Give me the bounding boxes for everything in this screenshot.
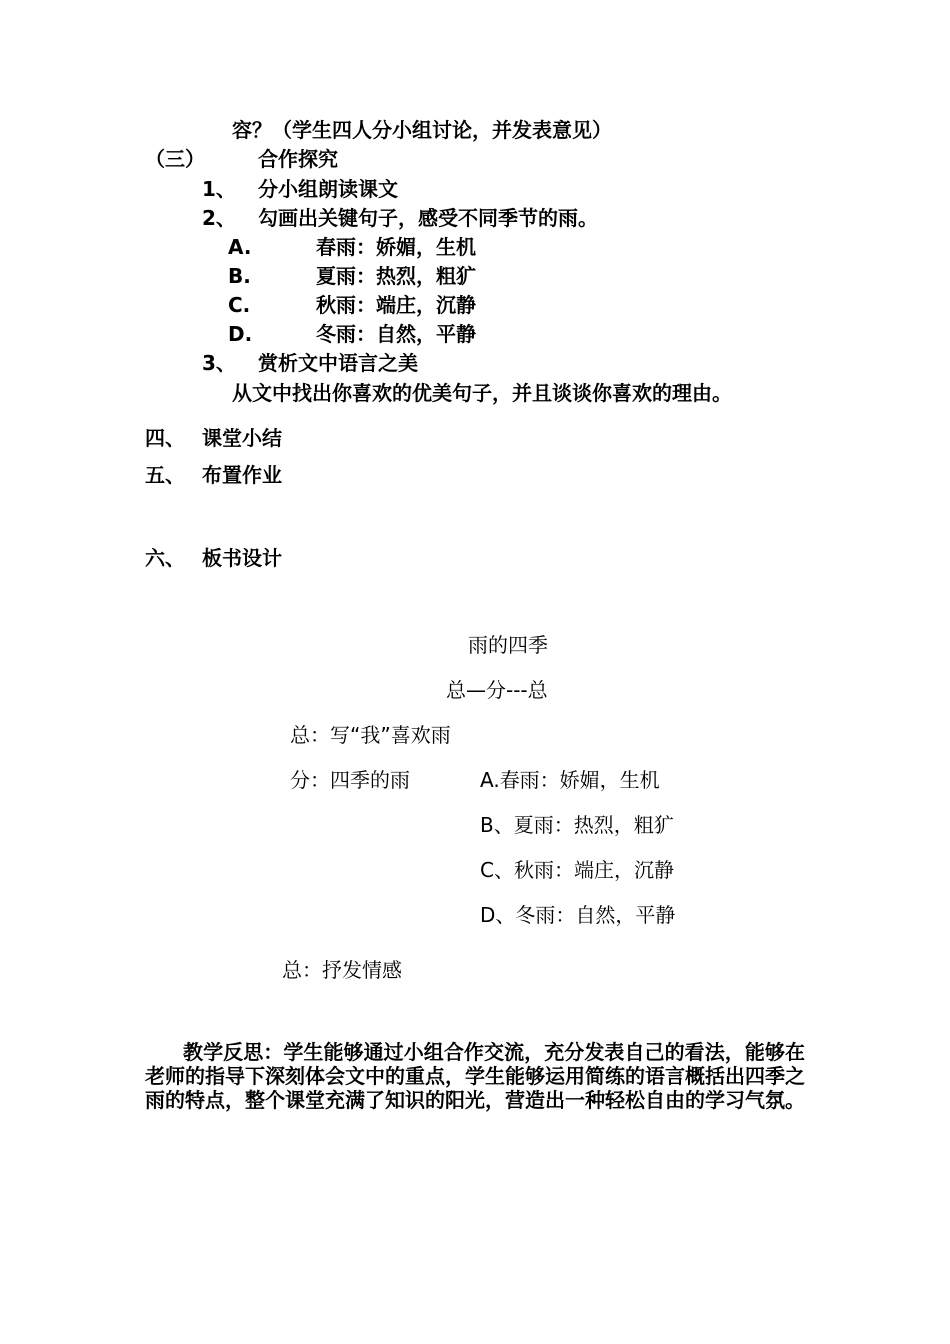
board-part: 分：四季的雨 [290,768,410,792]
section-number: 四、 [145,426,185,450]
board-total-outro: 总：抒发情感 [282,958,402,982]
section-number: 六、 [145,546,185,570]
board-season: D、冬雨：自然，平静 [480,903,676,927]
sub-item-letter: C. [228,293,251,317]
sub-item-text: 冬雨：自然，平静 [316,322,476,346]
board-total-intro: 总：写“我”喜欢雨 [290,723,451,747]
item-text: 赏析文中语言之美 [258,351,418,375]
sub-item-text: 夏雨：热烈，粗犷 [316,264,476,288]
item-text: 勾画出关键句子，感受不同季节的雨。 [258,206,598,230]
sub-item-text: 秋雨：端庄，沉静 [316,293,476,317]
board-title: 雨的四季 [468,633,548,657]
sub-item-letter: B. [228,264,251,288]
board-season: A.春雨：娇媚，生机 [480,768,660,792]
board-structure: 总—分---总 [446,678,548,702]
section-title: 课堂小结 [202,426,282,450]
intro-line: 容？（学生四人分小组讨论，并发表意见） [232,118,612,142]
item-number: 2、 [202,206,236,230]
section-number: 五、 [145,463,185,487]
item-number: 1、 [202,177,236,201]
sub-item-letter: D. [228,322,253,346]
section3-title: 合作探究 [258,147,338,171]
section-title: 板书设计 [202,546,282,570]
item-number: 3、 [202,351,236,375]
section-title: 布置作业 [202,463,282,487]
item-text: 分小组朗读课文 [258,177,398,201]
sub-item-text: 春雨：娇媚，生机 [316,235,476,259]
teaching-reflection: 教学反思：学生能够通过小组合作交流，充分发表自己的看法，能够在老师的指导下深刻体会文中的重点，学生能够运用简练的语言概括出四季之雨的特点，整个课堂充满了知识的阳光，营造出一种轻松自由的学习气氛。 [145,1040,805,1112]
board-season: C、秋雨：端庄，沉静 [480,858,674,882]
appreciation-text: 从文中找出你喜欢的优美句子，并且谈谈你喜欢的理由。 [232,381,732,405]
sub-item-letter: A. [228,235,252,259]
section3-label: （三） [145,147,205,171]
board-season: B、夏雨：热烈，粗犷 [480,813,674,837]
